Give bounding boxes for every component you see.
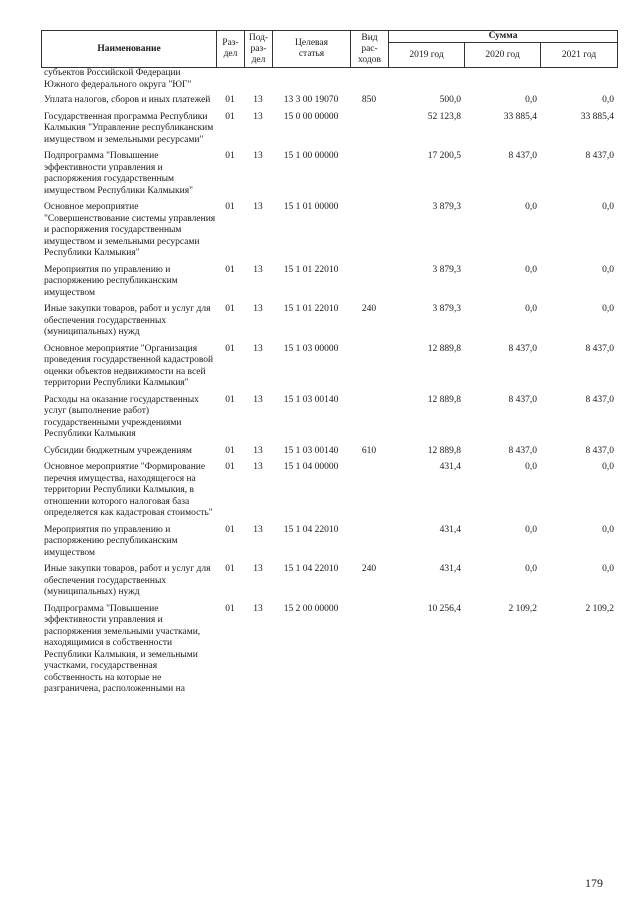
cell-s2019: 17 200,5 — [427, 151, 461, 161]
cell-rz: 01 — [225, 394, 235, 405]
cell-rz: 01 — [225, 304, 235, 314]
cell-s2020: 0,0 — [525, 202, 537, 212]
cell-s2021: 2 109,2 — [585, 603, 614, 614]
cell-s2019: 500,0 — [439, 95, 461, 105]
cell-cs: 15 2 00 00000 — [283, 603, 339, 614]
cell-s2019: 12 889,8 — [427, 445, 461, 456]
cell-name: Подпрограмма "Повышение эффективности управления и распоряжения государственным имуществом Республики Калмыкия" — [44, 151, 193, 196]
cell-rz: 01 — [225, 603, 235, 614]
cell-vr: 850 — [361, 95, 377, 105]
cell-s2021: 0,0 — [602, 264, 614, 275]
cell-s2020: 0,0 — [525, 462, 537, 472]
header-2019: 2019 год — [389, 43, 465, 68]
cell-pr — [244, 68, 272, 95]
cell-s2020: 0,0 — [525, 304, 537, 314]
cell-s2019: 431,4 — [439, 524, 461, 535]
header-celevaya-statya: Целевая статья — [273, 31, 351, 68]
cell-name: Государственная программа Республики Калмыкия "Управление республиканским имуществом и земельными ресурсами" — [44, 111, 214, 145]
cell-s2021: 8 437,0 — [585, 445, 614, 456]
cell-cs: 15 1 03 00140 — [283, 445, 339, 456]
cell-rz: 01 — [225, 95, 235, 105]
cell-name: Субсидии бюджетным учреждениям — [44, 445, 192, 456]
cell-name: Мероприятия по управлению и распоряжению республиканским имуществом — [44, 264, 178, 298]
table-row — [41, 68, 617, 95]
cell-vr — [350, 265, 388, 305]
cell-name: Мероприятия по управлению и распоряжению республиканским имуществом — [44, 524, 178, 558]
table-row — [41, 525, 617, 565]
cell-pr: 13 — [253, 462, 263, 472]
cell-pr: 13 — [253, 603, 263, 614]
table-row — [41, 564, 617, 604]
cell-cs: 15 0 00 00000 — [283, 111, 339, 122]
table-row — [41, 604, 617, 701]
cell-rz: 01 — [225, 462, 235, 472]
table-row — [41, 112, 617, 152]
cell-pr: 13 — [253, 343, 263, 354]
cell-s2021 — [540, 68, 617, 95]
header-2020: 2020 год — [465, 43, 541, 68]
cell-rz: 01 — [225, 264, 235, 275]
cell-cs: 15 1 04 22010 — [283, 564, 339, 574]
cell-s2019: 12 889,8 — [427, 394, 461, 405]
cell-vr — [350, 112, 388, 152]
cell-cs: 15 1 04 22010 — [283, 524, 339, 535]
cell-s2020: 0,0 — [525, 564, 537, 574]
table-header — [41, 30, 618, 68]
cell-pr: 13 — [253, 111, 263, 122]
cell-s2021: 0,0 — [602, 564, 614, 574]
table-row — [41, 151, 617, 202]
cell-vr — [350, 462, 388, 525]
cell-s2021: 8 437,0 — [585, 151, 614, 161]
cell-name: Основное мероприятие "Формирование перечня имущества, находящегося на территории Республики Калмыкия, в отношении которого налоговая база определяется как кадастровая стоимость" — [44, 462, 213, 518]
header-summa: Сумма — [389, 31, 618, 43]
cell-cs — [272, 68, 350, 95]
cell-name: Уплата налогов, сборов и иных платежей — [44, 95, 211, 105]
cell-name: Иные закупки товаров, работ и услуг для обеспечения государственных (муниципальных) нужд — [44, 304, 211, 337]
cell-s2020 — [464, 68, 540, 95]
cell-name: Подпрограмма "Повышение эффективности управления и распоряжения земельными участками, находящимися в собственности Республики Калмыкия, и земельными участками, государственная собственность на которые не разграничена, расположенными на — [44, 603, 201, 694]
cell-s2019 — [388, 68, 464, 95]
cell-name: Основное мероприятие "Совершенствование системы управления и распоряжения государственным имуществом и земельными ресурсами Республики Калмыкия" — [44, 202, 216, 258]
cell-vr — [350, 604, 388, 701]
cell-cs: 13 3 00 19070 — [283, 95, 339, 105]
cell-s2019: 10 256,4 — [427, 603, 461, 614]
cell-pr: 13 — [253, 524, 263, 535]
cell-s2021: 8 437,0 — [585, 343, 614, 354]
cell-name: Расходы на оказание государственных услуг (выполнение работ) государственными учреждениями Республики Калмыкия — [44, 394, 199, 439]
cell-vr — [350, 525, 388, 565]
cell-vr: 240 — [361, 564, 377, 574]
cell-vr — [350, 151, 388, 202]
cell-s2019: 3 879,3 — [432, 202, 461, 212]
cell-rz: 01 — [225, 524, 235, 535]
cell-rz: 01 — [225, 343, 235, 354]
cell-s2020: 0,0 — [525, 264, 537, 275]
cell-cs: 15 1 00 00000 — [283, 151, 339, 161]
budget-table — [41, 30, 617, 701]
cell-name: Основное мероприятие "Организация проведения государственной кадастровой оценки объектов недвижимости на всей территории Республики Калмыкия" — [44, 343, 214, 388]
cell-vr — [350, 395, 388, 446]
header-vid-rashodov: Вид рас- ходов — [351, 31, 389, 68]
cell-s2021: 8 437,0 — [585, 394, 614, 405]
cell-cs: 15 1 04 00000 — [283, 462, 339, 472]
cell-rz — [216, 68, 244, 95]
table-row — [41, 462, 617, 525]
cell-vr: 240 — [361, 304, 377, 314]
cell-cs: 15 1 03 00140 — [283, 394, 339, 405]
cell-vr — [350, 68, 388, 95]
table-row — [41, 344, 617, 395]
cell-s2019: 431,4 — [439, 564, 461, 574]
cell-pr: 13 — [253, 304, 263, 314]
header-podrazdel: Под- раз- дел — [245, 31, 273, 68]
header-name: Наименование — [42, 31, 217, 68]
cell-s2021: 0,0 — [602, 95, 614, 105]
cell-s2020: 8 437,0 — [508, 394, 537, 405]
cell-vr — [350, 202, 388, 265]
table-row — [41, 95, 617, 112]
cell-rz: 01 — [225, 564, 235, 574]
cell-s2019: 3 879,3 — [432, 264, 461, 275]
table-row — [41, 265, 617, 305]
cell-pr: 13 — [253, 202, 263, 212]
table-row — [41, 304, 617, 344]
cell-pr: 13 — [253, 264, 263, 275]
cell-s2020: 33 885,4 — [503, 111, 537, 122]
cell-rz: 01 — [225, 151, 235, 161]
header-razdel: Раз- дел — [217, 31, 245, 68]
cell-s2021: 0,0 — [602, 524, 614, 535]
table-row — [41, 446, 617, 463]
cell-rz: 01 — [225, 445, 235, 456]
cell-s2020: 8 437,0 — [508, 445, 537, 456]
cell-s2020: 8 437,0 — [508, 151, 537, 161]
cell-s2021: 0,0 — [602, 462, 614, 472]
cell-s2019: 431,4 — [439, 462, 461, 472]
cell-s2020: 2 109,2 — [508, 603, 537, 614]
cell-rz: 01 — [225, 111, 235, 122]
header-2021: 2021 год — [541, 43, 618, 68]
cell-cs: 15 1 03 00000 — [283, 343, 339, 354]
cell-vr — [350, 344, 388, 395]
cell-pr: 13 — [253, 95, 263, 105]
cell-vr: 610 — [361, 445, 377, 456]
cell-name: субъектов Российской Федерации Южного федерального округа "ЮГ" — [44, 68, 192, 90]
cell-cs: 15 1 01 22010 — [283, 304, 339, 314]
cell-pr: 13 — [253, 394, 263, 405]
page-number: 179 — [585, 876, 603, 890]
table-body — [41, 68, 617, 701]
cell-pr: 13 — [253, 445, 263, 456]
table-row — [41, 202, 617, 265]
cell-s2019: 52 123,8 — [427, 111, 461, 122]
cell-s2020: 0,0 — [525, 95, 537, 105]
cell-name: Иные закупки товаров, работ и услуг для обеспечения государственных (муниципальных) нужд — [44, 564, 211, 597]
cell-s2021: 0,0 — [602, 304, 614, 314]
cell-rz: 01 — [225, 202, 235, 212]
cell-pr: 13 — [253, 564, 263, 574]
cell-s2019: 3 879,3 — [432, 304, 461, 314]
cell-pr: 13 — [253, 151, 263, 161]
cell-s2020: 0,0 — [525, 524, 537, 535]
table-row — [41, 395, 617, 446]
cell-cs: 15 1 01 00000 — [283, 202, 339, 212]
cell-s2021: 33 885,4 — [580, 111, 614, 122]
cell-s2020: 8 437,0 — [508, 343, 537, 354]
cell-cs: 15 1 01 22010 — [283, 264, 339, 275]
cell-s2021: 0,0 — [602, 202, 614, 212]
cell-s2019: 12 889,8 — [427, 343, 461, 354]
